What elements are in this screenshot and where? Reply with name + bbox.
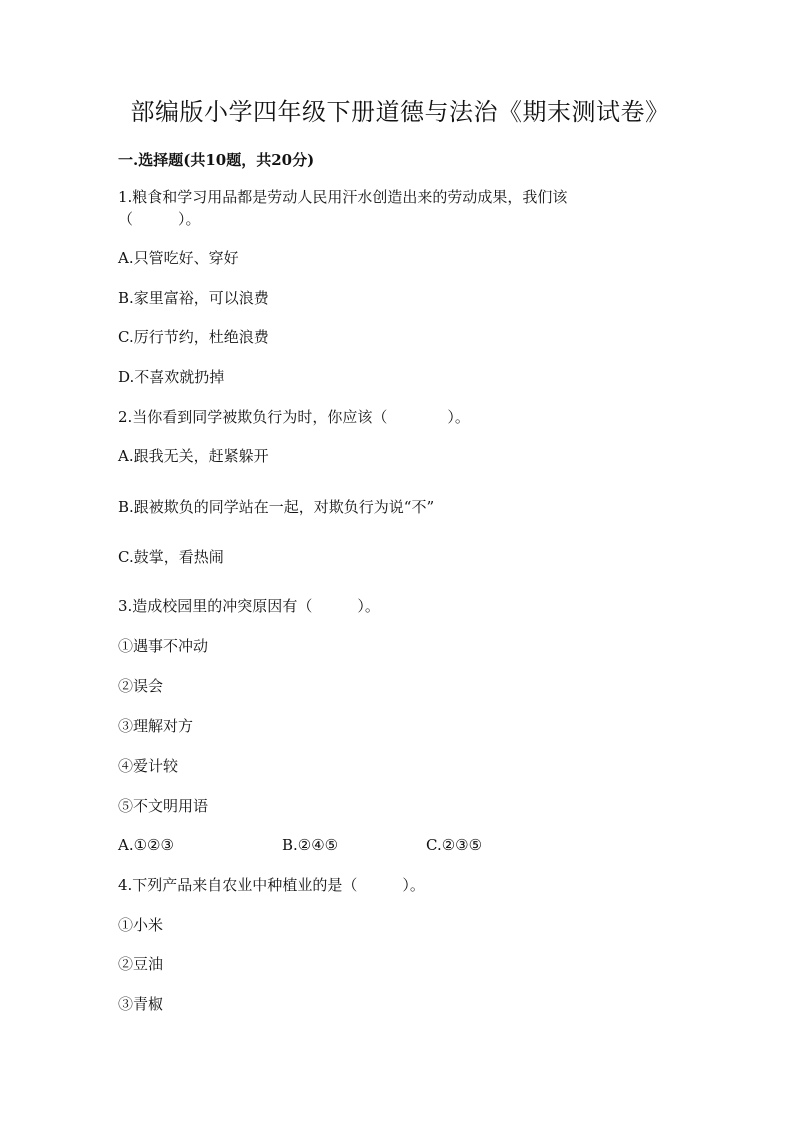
question-3-item-2: ②误会 [118, 677, 164, 695]
question-1-option-c: C.厉行节约，杜绝浪费 [118, 328, 269, 346]
section-heading: 一.选择题(共10题，共20分) [118, 151, 315, 169]
question-3-choice-b: B.②④⑤ [282, 836, 339, 854]
question-1-stem: 1.粮食和学习用品都是劳动人民用汗水创造出来的劳动成果，我们该 [118, 188, 568, 206]
question-1-stem-continued: （ ）。 [118, 210, 201, 228]
question-4-item-1: ①小米 [118, 916, 164, 934]
question-3-item-4: ④爱计较 [118, 757, 179, 775]
question-2-option-b: B.跟被欺负的同学站在一起，对欺负行为说“不” [118, 498, 435, 516]
question-2-option-c: C.鼓掌，看热闹 [118, 548, 224, 566]
question-4-stem: 4.下列产品来自农业中种植业的是（ ）。 [118, 876, 425, 894]
question-3-stem: 3.造成校园里的冲突原因有（ ）。 [118, 597, 380, 615]
question-3-item-5: ⑤不文明用语 [118, 797, 209, 815]
question-4-item-2: ②豆油 [118, 955, 164, 973]
question-1-option-a: A.只管吃好、穿好 [118, 249, 239, 267]
question-1-option-b: B.家里富裕，可以浪费 [118, 289, 269, 307]
question-3-item-3: ③理解对方 [118, 717, 194, 735]
question-1-option-d: D.不喜欢就扔掉 [118, 368, 225, 386]
question-2-option-a: A.跟我无关，赶紧躲开 [118, 447, 269, 465]
question-4-item-3: ③青椒 [118, 995, 164, 1013]
question-3-choice-c: C.②③⑤ [426, 836, 483, 854]
question-2-stem: 2.当你看到同学被欺负行为时，你应该（ ）。 [118, 408, 470, 426]
question-3-choice-a: A.①②③ [118, 836, 174, 854]
page-title: 部编版小学四年级下册道德与法治《期末测试卷》 [130, 98, 670, 126]
question-3-item-1: ①遇事不冲动 [118, 637, 209, 655]
